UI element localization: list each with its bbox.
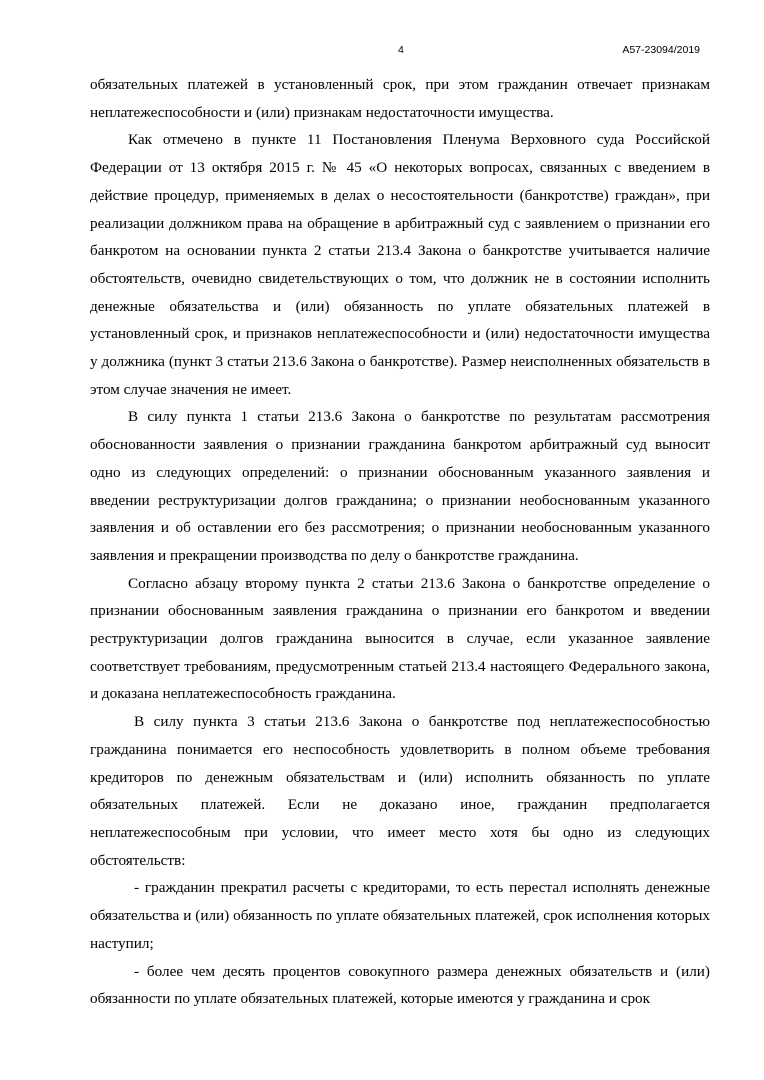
list-item-stopped-payments: - гражданин прекратил расчеты с кредиторами, то есть перестал исполнять денежные обязательства и (или) обязанность по уплате обязательных платежей, срок исполнения которых наступил;: [90, 879, 710, 952]
paragraph-article-213-6-clause-3: В силу пункта 3 статьи 213.6 Закона о банкротстве под неплатежеспособностью гражданина понимается его неспособность удовлетворить в полном объеме требования кредиторов по денежным обязательствам и (или) исполнить обязанность по уплате обязательных платежей. Если не доказано иное, гражданин предполагается неплатежеспособным при условии, что имеет место хотя бы одно из следующих обстоятельств:: [90, 713, 710, 869]
paragraph-article-213-6-clause-2: Согласно абзацу второму пункта 2 статьи 213.6 Закона о банкротстве определение о признании обоснованным заявления гражданина о признании его банкротом и введении реструктуризации долгов гражданина выносится в случае, если указанное заявление соответствует требованиям, предусмотренным статьей 213.4 настоящего Федерального закона, и доказана неплатежеспособность гражданина.: [90, 574, 710, 703]
paragraph-continuation: обязательных платежей в установленный срок, при этом гражданин отвечает признакам неплатежеспособности и (или) признакам недостаточности имущества.: [90, 76, 710, 121]
paragraph-plenum-resolution: Как отмечено в пункте 11 Постановления Пленума Верховного суда Российской Федерации от 13 октября 2015 г. № 45 «О некоторых вопросах, связанных с введением в действие процедур, применяемых в делах о несостоятельности (банкротстве) граждан», при реализации должником права на обращение в арбитражный суд с заявлением о признании его банкротом на основании пункта 2 статьи 213.4 Закона о банкротстве учитывается наличие обстоятельств, очевидно свидетельствующих о том, что должник не в состоянии исполнить денежные обязательства и (или) обязанность по уплате обязательных платежей в установленный срок, и признаков неплатежеспособности и (или) недостаточности имущества у должника (пункт 3 статьи 213.6 Закона о банкротстве). Размер неисполненных обязательств в этом случае значения не имеет.: [90, 131, 710, 398]
page-number: 4: [398, 44, 404, 56]
page-header: [90, 44, 710, 60]
list-item-ten-percent: - более чем десять процентов совокупного размера денежных обязательств и (или) обязанности по уплате обязательных платежей, которые имеются у гражданина и срок: [90, 962, 710, 1008]
case-number: А57-23094/2019: [622, 44, 700, 56]
document-body: [90, 71, 710, 1013]
paragraph-article-213-6-clause-1: В силу пункта 1 статьи 213.6 Закона о банкротстве по результатам рассмотрения обоснованности заявления о признании гражданина банкротом арбитражный суд выносит одно из следующих определений: о признании обоснованным указанного заявления и введении реструктуризации долгов гражданина; о признании необоснованным указанного заявления и об оставлении его без рассмотрения; о признании необоснованным указанного заявления и прекращении производства по делу о банкротстве гражданина.: [90, 408, 710, 564]
